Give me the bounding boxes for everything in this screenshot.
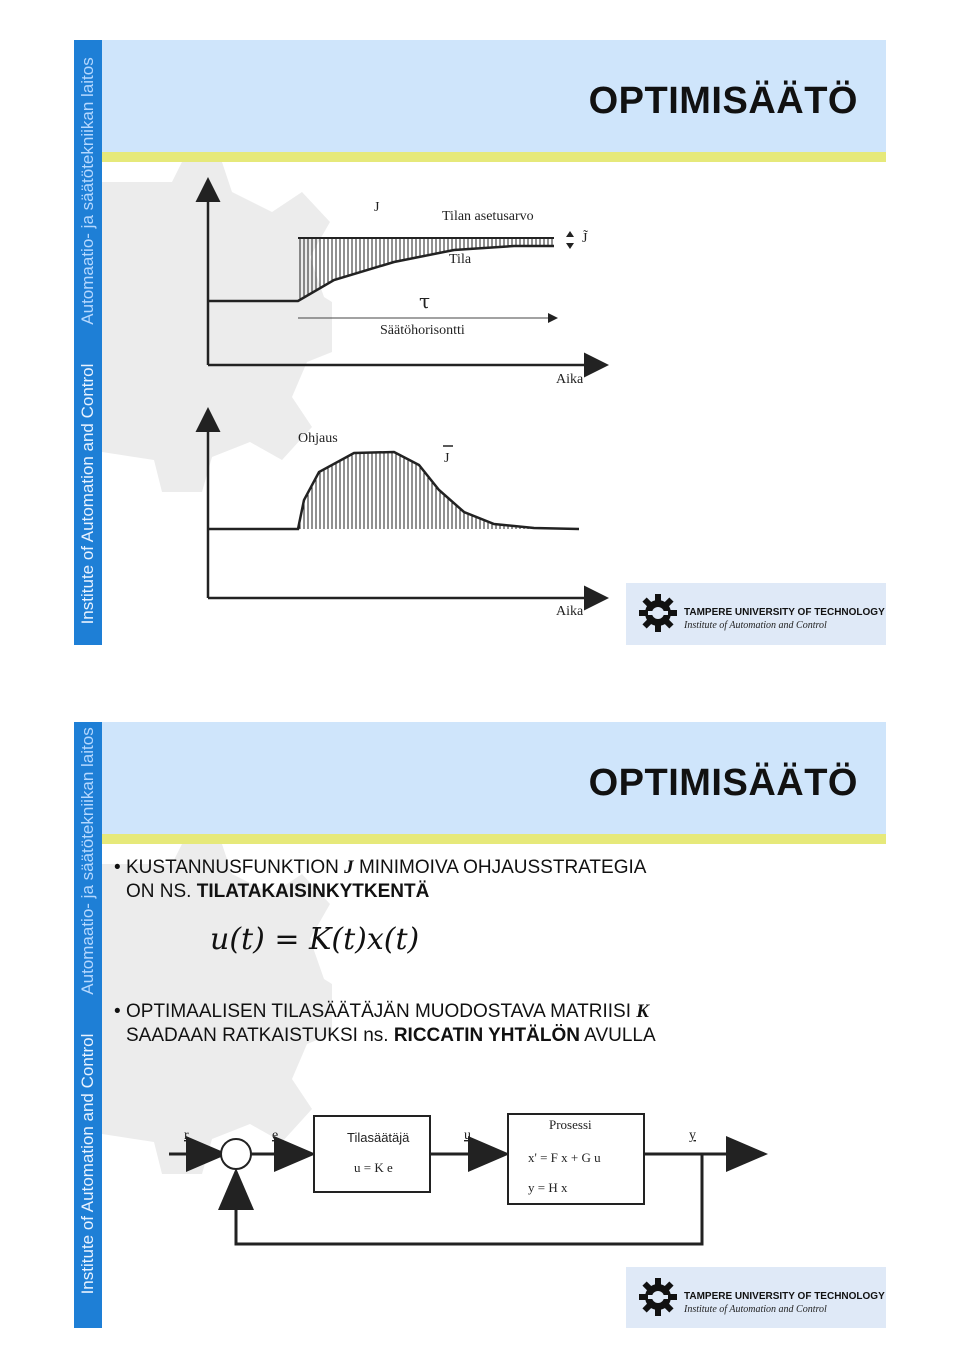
sidebar <box>74 722 102 1328</box>
process-state-equation: x' = F x + G u <box>528 1150 601 1165</box>
header-accent-line <box>102 152 886 162</box>
sidebar-finnish-text: Automaatio- ja säätötekniikan laitos <box>78 57 97 325</box>
state-curve <box>208 246 554 301</box>
process-output-equation: y = H x <box>528 1180 568 1195</box>
bullet2-prefix: OPTIMAALISEN TILASÄÄTÄJÄN MUODOSTAVA MATRIISI <box>126 1001 637 1022</box>
control-curve <box>208 452 579 529</box>
label-horizon: Säätöhorisontti <box>380 323 465 338</box>
bullet-cost-function <box>114 856 647 904</box>
bullet2-line2-suffix: AVULLA <box>579 1025 656 1046</box>
tut-gear-icon <box>638 1277 678 1317</box>
bullet2-line2-bold: RICCATIN YHTÄLÖN <box>393 1025 580 1046</box>
slide-2 <box>74 722 886 1328</box>
label-time-bottom: Aika <box>556 604 584 619</box>
logo-institute-name: Institute of Automation and Control <box>684 1304 827 1315</box>
signal-e: e <box>272 1128 279 1143</box>
slide-title: OPTIMISÄÄTÖ <box>588 80 858 122</box>
signal-y: y <box>689 1128 696 1143</box>
header-accent-line <box>102 834 886 844</box>
label-time-top: Aika <box>556 372 584 387</box>
sidebar <box>74 40 102 645</box>
bullet1-prefix: KUSTANNUSFUNKTION <box>126 857 345 878</box>
bullet1-suffix: MINIMOIVA OHJAUSSTRATEGIA <box>353 857 647 878</box>
label-setpoint: Tilan asetusarvo <box>442 209 534 224</box>
summing-junction <box>221 1139 251 1169</box>
slide-title: OPTIMISÄÄTÖ <box>588 762 858 804</box>
label-j: J <box>374 200 380 215</box>
bullet2-symbol: K <box>636 1001 649 1022</box>
bullet1-line2-prefix: ON NS. <box>126 881 197 902</box>
bullet-dot-icon: • <box>114 1001 121 1022</box>
bullet-dot-icon: • <box>114 857 121 878</box>
label-tau: τ <box>419 289 431 313</box>
block-diagram <box>164 1106 864 1262</box>
logo-institute-name: Institute of Automation and Control <box>684 620 827 631</box>
slide-1 <box>74 40 886 645</box>
logo-university-name: TAMPERE UNIVERSITY OF TECHNOLOGY <box>684 1291 885 1302</box>
logo-university-name: TAMPERE UNIVERSITY OF TECHNOLOGY <box>684 607 885 618</box>
sidebar-finnish-text: Automaatio- ja säätötekniikan laitos <box>78 727 97 996</box>
label-state: Tila <box>449 252 472 267</box>
bottom-plot <box>194 400 634 630</box>
sidebar-english-text: Institute of Automation and Control <box>78 363 97 625</box>
tut-logo <box>626 583 886 645</box>
label-j-tilde: J̃ <box>582 231 588 246</box>
bullet-riccati <box>114 1000 656 1048</box>
top-plot <box>194 170 634 400</box>
double-arrow-icon <box>566 231 574 249</box>
tut-gear-icon <box>638 593 678 633</box>
tut-logo <box>626 1267 886 1328</box>
signal-r: r <box>184 1128 189 1143</box>
sidebar-english-text: Institute of Automation and Control <box>78 1033 97 1295</box>
label-j-bar: J <box>444 451 450 466</box>
bullet2-line2-prefix: SAADAAN RATKAISTUKSI ns. <box>126 1025 394 1046</box>
bullet1-symbol: J <box>344 857 354 878</box>
controller-block <box>314 1116 430 1192</box>
process-title: Prosessi <box>549 1117 592 1132</box>
controller-law: u = K e <box>354 1160 393 1175</box>
controller-title: Tilasäätäjä <box>347 1130 410 1145</box>
signal-u: u <box>464 1128 471 1143</box>
feedback-equation: u(t) = K(t)x(t) <box>210 922 420 957</box>
label-control: Ohjaus <box>298 431 338 446</box>
bullet1-line2-bold: TILATAKAISINKYTKENTÄ <box>196 881 430 902</box>
